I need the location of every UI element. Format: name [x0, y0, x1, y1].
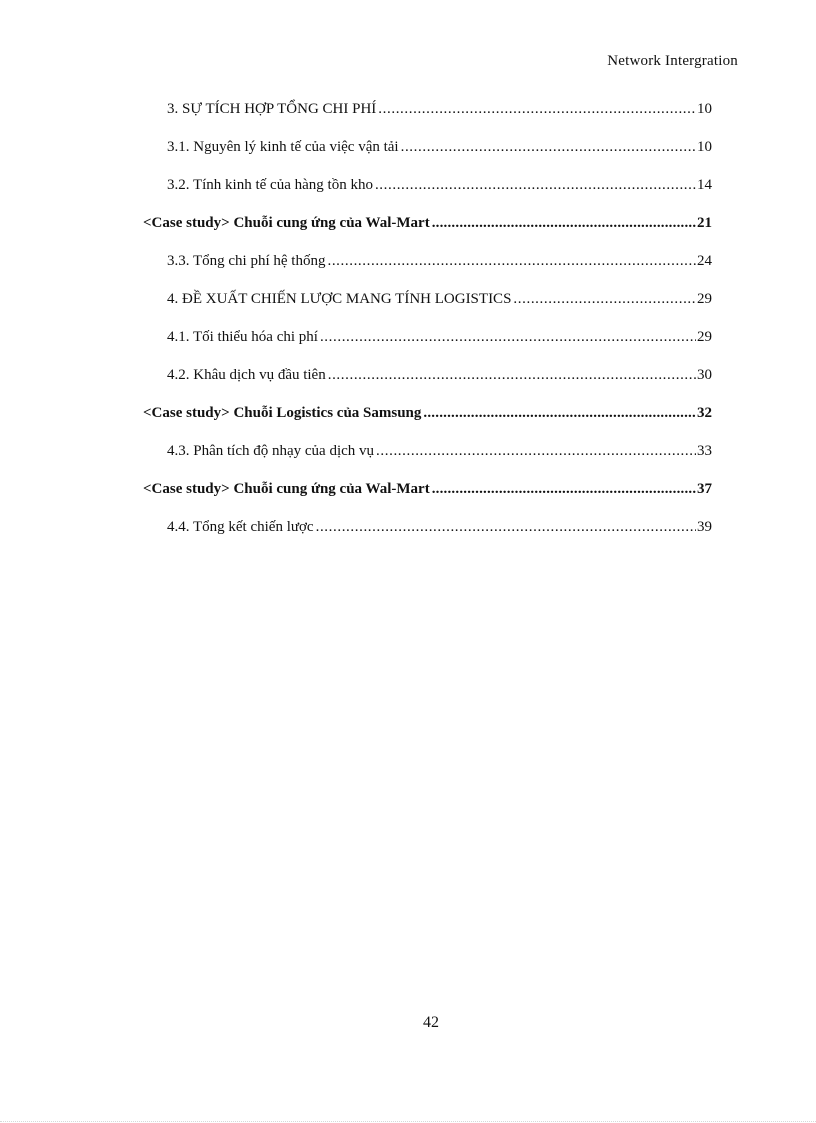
toc-dot-leader [432, 215, 696, 232]
page-edge-divider [0, 1121, 816, 1122]
toc-entry-title: 4.4. Tổng kết chiến lược [167, 519, 314, 535]
toc-entry-page: 14 [697, 177, 712, 193]
toc-dot-leader [423, 405, 696, 422]
toc-case-study-entry[interactable] [143, 481, 712, 505]
toc-entry-title: 3. SỰ TÍCH HỢP TỔNG CHI PHÍ [167, 101, 377, 117]
toc-entry-page: 33 [697, 443, 712, 459]
toc-entry-page: 10 [697, 101, 712, 117]
toc-entry-title: 4.1. Tối thiểu hóa chi phí [167, 329, 318, 345]
toc-entry-page: 21 [697, 215, 712, 231]
toc-dot-leader [376, 443, 696, 460]
toc-entry-title: 3.3. Tổng chi phí hệ thống [167, 253, 326, 269]
toc-dot-leader [328, 367, 696, 384]
toc-entry-page: 39 [697, 519, 712, 535]
toc-dot-leader [316, 519, 696, 536]
toc-entry-page: 37 [697, 481, 712, 497]
toc-dot-leader [320, 329, 696, 346]
toc-entry-title: 3.2. Tính kinh tế của hàng tồn kho [167, 177, 373, 193]
toc-entry-page: 24 [697, 253, 712, 269]
toc-entry-title: <Case study> Chuỗi cung ứng của Wal-Mart [143, 481, 430, 497]
toc-dot-leader [432, 481, 696, 498]
toc-dot-leader [327, 253, 696, 270]
toc-entry[interactable] [167, 253, 712, 277]
toc-dot-leader [513, 291, 696, 308]
toc-entry-page: 32 [697, 405, 712, 421]
toc-case-study-entry[interactable] [143, 215, 712, 239]
page-number: 42 [423, 1014, 439, 1031]
toc-entry[interactable] [167, 177, 712, 201]
toc-case-study-entry[interactable] [143, 405, 712, 429]
toc-entry-title: <Case study> Chuỗi cung ứng của Wal-Mart [143, 215, 430, 231]
toc-entry[interactable] [167, 519, 712, 543]
toc-entry-title: 4.2. Khâu dịch vụ đầu tiên [167, 367, 326, 383]
toc-dot-leader [375, 177, 696, 194]
toc-dot-leader [378, 101, 696, 118]
toc-entry[interactable] [167, 101, 712, 125]
toc-dot-leader [401, 139, 696, 156]
toc-entry[interactable] [167, 329, 712, 353]
toc-entry[interactable] [167, 139, 712, 163]
running-header: Network Intergration [607, 53, 738, 69]
toc-entry[interactable] [167, 443, 712, 467]
toc-entry-page: 30 [697, 367, 712, 383]
toc-entry-title: 3.1. Nguyên lý kinh tế của việc vận tải [167, 139, 399, 155]
toc-entry[interactable] [167, 291, 712, 315]
toc-entry-title: <Case study> Chuỗi Logistics của Samsung [143, 405, 422, 421]
toc-entry-page: 10 [697, 139, 712, 155]
toc-entry-page: 29 [697, 291, 712, 307]
toc-entry[interactable] [167, 367, 712, 391]
toc-entry-page: 29 [697, 329, 712, 345]
toc-entry-title: 4.3. Phân tích độ nhạy của dịch vụ [167, 443, 375, 459]
toc-entry-title: 4. ĐỀ XUẤT CHIẾN LƯỢC MANG TÍNH LOGISTICS [167, 291, 512, 307]
